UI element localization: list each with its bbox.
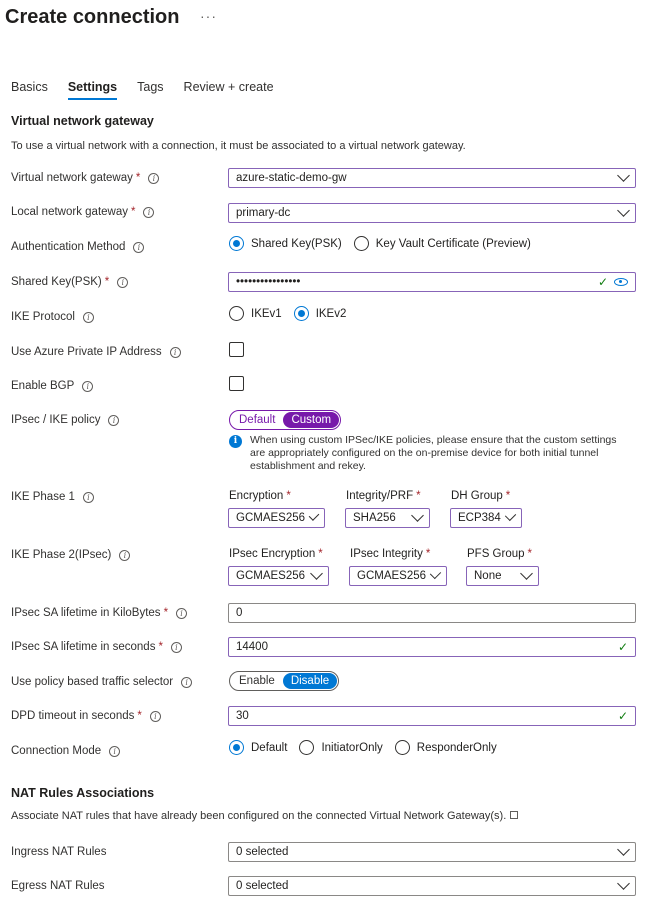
auth-method-label-text: Authentication Method <box>11 241 126 253</box>
vng-dropdown[interactable] <box>228 168 636 188</box>
sublabel-text: Integrity/PRF <box>346 490 414 502</box>
sa-kilobytes-label <box>11 607 187 619</box>
sa-seconds-label-text: IPsec SA lifetime in seconds <box>11 641 156 653</box>
ingress-nat-label <box>11 846 106 858</box>
dpd-timeout-value: 30 <box>236 710 249 722</box>
sublabel-text: Encryption <box>229 490 284 502</box>
sa-kilobytes-label-text: IPsec SA lifetime in KiloBytes <box>11 607 161 619</box>
lng-label-text: Local network gateway <box>11 206 128 218</box>
shared-key-label-text: Shared Key(PSK) <box>11 276 102 288</box>
nat-section-description <box>11 810 518 822</box>
ike-protocol-radio-group <box>229 306 358 321</box>
shared-key-input[interactable] <box>228 272 636 292</box>
policy-selector-toggle[interactable] <box>229 671 339 691</box>
ingress-nat-dropdown[interactable] <box>228 842 636 862</box>
info-icon[interactable]: i <box>83 312 94 323</box>
ike-protocol-label <box>11 311 94 323</box>
dropdown-value: SHA256 <box>353 512 396 524</box>
ike-phase2-label <box>11 549 130 561</box>
policy-selector-label <box>11 676 192 688</box>
toggle-option-enable[interactable]: Enable <box>239 675 275 687</box>
policy-selector-label-text: Use policy based traffic selector <box>11 676 174 688</box>
eye-icon[interactable] <box>614 278 628 286</box>
phase1-dh-group-label <box>451 490 510 502</box>
sublabel-text: IPsec Integrity <box>350 548 423 560</box>
required-marker: * <box>527 548 533 560</box>
connection-mode-option-responder[interactable] <box>395 740 497 755</box>
tab-bar <box>11 80 294 100</box>
sa-seconds-value: 14400 <box>236 641 268 653</box>
sa-seconds-input[interactable] <box>228 637 636 657</box>
policy-notice <box>229 434 619 473</box>
private-ip-label-text: Use Azure Private IP Address <box>11 346 162 358</box>
info-icon[interactable]: i <box>148 173 159 184</box>
ingress-nat-value: 0 selected <box>236 846 289 858</box>
info-icon[interactable]: i <box>171 642 182 653</box>
vng-section-title: Virtual network gateway <box>11 114 154 128</box>
dpd-timeout-input[interactable] <box>228 706 636 726</box>
lng-dropdown[interactable] <box>228 203 636 223</box>
ike-protocol-option-ikev2[interactable] <box>294 306 347 321</box>
phase1-dh-group-dropdown[interactable] <box>450 508 522 528</box>
enable-bgp-checkbox[interactable] <box>229 376 244 391</box>
chevron-down-icon <box>430 568 441 579</box>
nat-description-text: Associate NAT rules that have already been configured on the connected Virtual Network Gateway(s). <box>11 810 507 822</box>
chevron-down-icon <box>617 204 630 217</box>
page-title: Create connection <box>5 6 180 28</box>
dropdown-value: ECP384 <box>458 512 501 524</box>
chevron-down-icon <box>617 877 630 890</box>
info-icon[interactable]: i <box>119 550 130 561</box>
ingress-nat-label-text: Ingress NAT Rules <box>11 846 107 858</box>
dropdown-value: None <box>474 570 502 582</box>
radio-label: Key Vault Certificate (Preview) <box>375 237 531 250</box>
enable-bgp-label-text: Enable BGP <box>11 380 75 392</box>
phase2-integrity-dropdown[interactable] <box>349 566 447 586</box>
auth-method-option-keyvault[interactable] <box>354 236 531 251</box>
connection-mode-option-initiator[interactable] <box>299 740 382 755</box>
nat-section-title: NAT Rules Associations <box>11 786 155 800</box>
chevron-down-icon <box>411 509 424 522</box>
radio-label: IKEv1 <box>251 307 282 320</box>
chevron-down-icon <box>309 510 320 521</box>
radio-selected[interactable] <box>294 306 309 321</box>
tab-basics[interactable]: Basics <box>11 80 48 94</box>
radio-unselected[interactable] <box>299 740 314 755</box>
egress-nat-label-text: Egress NAT Rules <box>11 880 105 892</box>
info-icon: i <box>229 435 242 448</box>
auth-method-option-psk[interactable] <box>229 236 342 251</box>
vng-label-text: Virtual network gateway <box>11 172 133 184</box>
connection-mode-radio-group <box>229 740 509 755</box>
toggle-option-default[interactable]: Default <box>239 414 276 426</box>
vng-section-description: To use a virtual network with a connection, it must be associated to a virtual network gateway. <box>11 140 466 152</box>
radio-selected[interactable] <box>229 740 244 755</box>
phase2-pfs-group-label <box>467 548 532 560</box>
dropdown-value: GCMAES256 <box>236 512 306 524</box>
lng-label <box>11 206 154 218</box>
required-marker: * <box>318 548 323 560</box>
required-marker: * <box>135 172 141 184</box>
auth-method-radio-group <box>229 236 543 251</box>
radio-label: InitiatorOnly <box>321 741 383 754</box>
radio-label: Shared Key(PSK) <box>251 237 342 250</box>
dropdown-value: GCMAES256 <box>357 570 427 582</box>
chevron-down-icon <box>310 567 323 580</box>
phase2-encryption-label <box>229 548 323 560</box>
info-icon[interactable]: i <box>109 746 120 757</box>
tab-tags[interactable]: Tags <box>137 80 164 94</box>
policy-notice-text: When using custom IPSec/IKE policies, please ensure that the custom settings are appropriately configured on the on-premise device for both initial tunnel establishment and rekey. <box>250 434 617 472</box>
chevron-down-icon <box>520 567 533 580</box>
chevron-down-icon <box>505 510 516 521</box>
radio-unselected[interactable] <box>395 740 410 755</box>
lng-dropdown-value: primary-dc <box>236 207 291 219</box>
phase1-integrity-label <box>346 490 421 502</box>
ike-phase1-label <box>11 491 94 503</box>
sa-kilobytes-value: 0 <box>236 607 243 619</box>
checkmark-icon: ✓ <box>617 640 628 654</box>
dropdown-value: GCMAES256 <box>236 570 306 582</box>
connection-mode-label <box>11 745 120 757</box>
connection-mode-label-text: Connection Mode <box>11 745 102 757</box>
external-link-icon[interactable] <box>510 811 518 819</box>
required-marker: * <box>505 490 511 502</box>
shared-key-value: •••••••••••••••• <box>236 276 301 288</box>
private-ip-label <box>11 346 181 358</box>
checkmark-icon: ✓ <box>617 709 628 723</box>
toggle-option-custom[interactable]: Custom <box>283 412 339 428</box>
phase2-encryption-dropdown[interactable] <box>228 566 329 586</box>
shared-key-label <box>11 276 128 288</box>
connection-mode-option-default[interactable] <box>229 740 287 755</box>
tab-review-create[interactable]: Review + create <box>183 80 274 94</box>
phase2-integrity-label <box>350 548 430 560</box>
chevron-down-icon <box>617 843 630 856</box>
vng-label <box>11 172 159 184</box>
info-icon[interactable]: i <box>170 347 181 358</box>
toggle-option-disable[interactable]: Disable <box>283 673 337 689</box>
sublabel-text: IPsec Encryption <box>229 548 316 560</box>
phase1-encryption-label <box>229 490 291 502</box>
info-icon[interactable]: i <box>83 492 94 503</box>
required-marker: * <box>425 548 431 560</box>
ike-phase2-label-text: IKE Phase 2(IPsec) <box>11 549 112 561</box>
phase1-encryption-dropdown[interactable] <box>228 508 325 528</box>
info-icon[interactable]: i <box>82 381 93 392</box>
egress-nat-label <box>11 880 105 892</box>
auth-method-label <box>11 241 144 253</box>
enable-bgp-label <box>11 380 93 392</box>
private-ip-checkbox[interactable] <box>229 342 244 357</box>
vng-dropdown-value: azure-static-demo-gw <box>236 172 347 184</box>
radio-label: IKEv2 <box>315 307 347 320</box>
more-icon[interactable]: ··· <box>200 8 217 24</box>
chevron-down-icon <box>617 169 630 182</box>
dpd-timeout-label-text: DPD timeout in seconds <box>11 710 135 722</box>
required-marker: * <box>416 490 421 502</box>
checkmark-icon: ✓ <box>597 275 608 289</box>
phase2-pfs-group-dropdown[interactable] <box>466 566 539 586</box>
ipsec-policy-label-text: IPsec / IKE policy <box>11 414 101 426</box>
sublabel-text: PFS Group <box>467 548 525 560</box>
sublabel-text: DH Group <box>451 490 503 502</box>
radio-label: ResponderOnly <box>416 741 497 754</box>
tab-settings[interactable]: Settings <box>68 80 117 100</box>
ike-protocol-label-text: IKE Protocol <box>11 311 75 323</box>
sa-kilobytes-input[interactable] <box>228 603 636 623</box>
sa-seconds-label <box>11 641 182 653</box>
radio-selected[interactable] <box>229 236 244 251</box>
info-icon[interactable]: i <box>181 677 192 688</box>
required-marker: * <box>130 206 136 218</box>
ike-phase1-label-text: IKE Phase 1 <box>11 491 75 503</box>
dpd-timeout-label <box>11 710 161 722</box>
ipsec-policy-label <box>11 414 119 426</box>
phase1-integrity-dropdown[interactable] <box>345 508 430 528</box>
required-marker: * <box>158 641 163 653</box>
required-marker: * <box>137 710 142 722</box>
required-marker: * <box>104 276 110 288</box>
info-icon[interactable]: i <box>117 277 128 288</box>
ike-protocol-option-ikev1[interactable] <box>229 306 282 321</box>
egress-nat-dropdown[interactable] <box>228 876 636 896</box>
info-icon[interactable]: i <box>108 415 119 426</box>
radio-unselected[interactable] <box>229 306 244 321</box>
required-marker: * <box>286 490 291 502</box>
info-icon[interactable]: i <box>133 242 144 253</box>
radio-unselected[interactable] <box>354 236 369 251</box>
info-icon[interactable]: i <box>176 608 187 619</box>
ipsec-policy-toggle[interactable] <box>229 410 341 430</box>
info-icon[interactable]: i <box>150 711 161 722</box>
egress-nat-value: 0 selected <box>236 880 289 892</box>
radio-label: Default <box>251 741 288 754</box>
required-marker: * <box>163 607 169 619</box>
info-icon[interactable]: i <box>143 207 154 218</box>
